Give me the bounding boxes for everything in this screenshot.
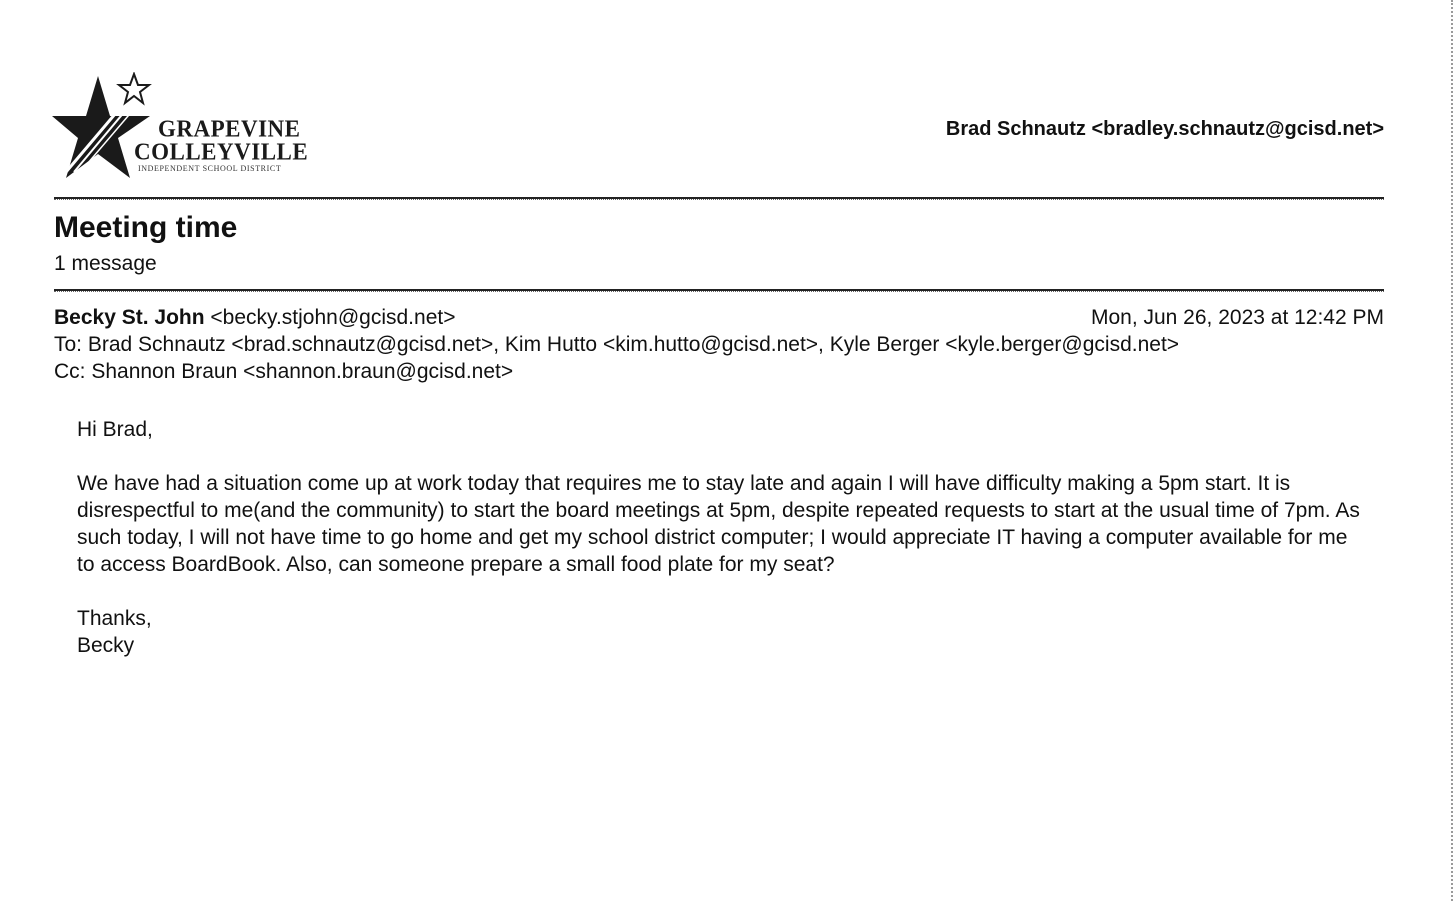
signoff: Thanks, (77, 607, 152, 630)
body-paragraph: We have had a situation come up at work today that requires me to stay late and again I will have difficulty making a 5pm start. It is disrespectful to me(and the community) to start the board meetings at 5pm, despite repeated requests to start at the usual time of 7pm. As such today, I will not have time to go home and get my school district computer; I would appreciate IT having a computer available for me to access BoardBook. Also, can someone prepare a small food plate for my seat? (77, 472, 1360, 576)
header-divider (54, 197, 1384, 199)
email-subject: Meeting time (54, 211, 238, 244)
to-line: To: Brad Schnautz <brad.schnautz@gcisd.net>, Kim Hutto <kim.hutto@gcisd.net>, Kyle Berger <kyle.berger@gcisd.net> (54, 333, 1180, 356)
greeting: Hi Brad, (77, 418, 153, 441)
sender-email: <becky.stjohn@gcisd.net> (210, 306, 456, 329)
scan-edge (1451, 0, 1456, 901)
signature: Becky (77, 634, 135, 657)
cc-line: Cc: Shannon Braun <shannon.braun@gcisd.net> (54, 360, 514, 383)
account-identity: Brad Schnautz <bradley.schnautz@gcisd.net> (945, 118, 1384, 140)
sent-date: Mon, Jun 26, 2023 at 12:42 PM (1090, 306, 1384, 329)
logo-tagline: INDEPENDENT SCHOOL DISTRICT (138, 164, 282, 173)
logo-name-line2: COLLEYVILLE (134, 138, 309, 165)
district-logo (52, 72, 309, 184)
sender-name: Becky St. John (54, 306, 205, 329)
email-body (77, 416, 1377, 659)
message-divider (54, 289, 1384, 291)
message-count: 1 message (54, 252, 157, 275)
logo-name-line1: GRAPEVINE (158, 115, 301, 142)
from-line (54, 306, 455, 330)
